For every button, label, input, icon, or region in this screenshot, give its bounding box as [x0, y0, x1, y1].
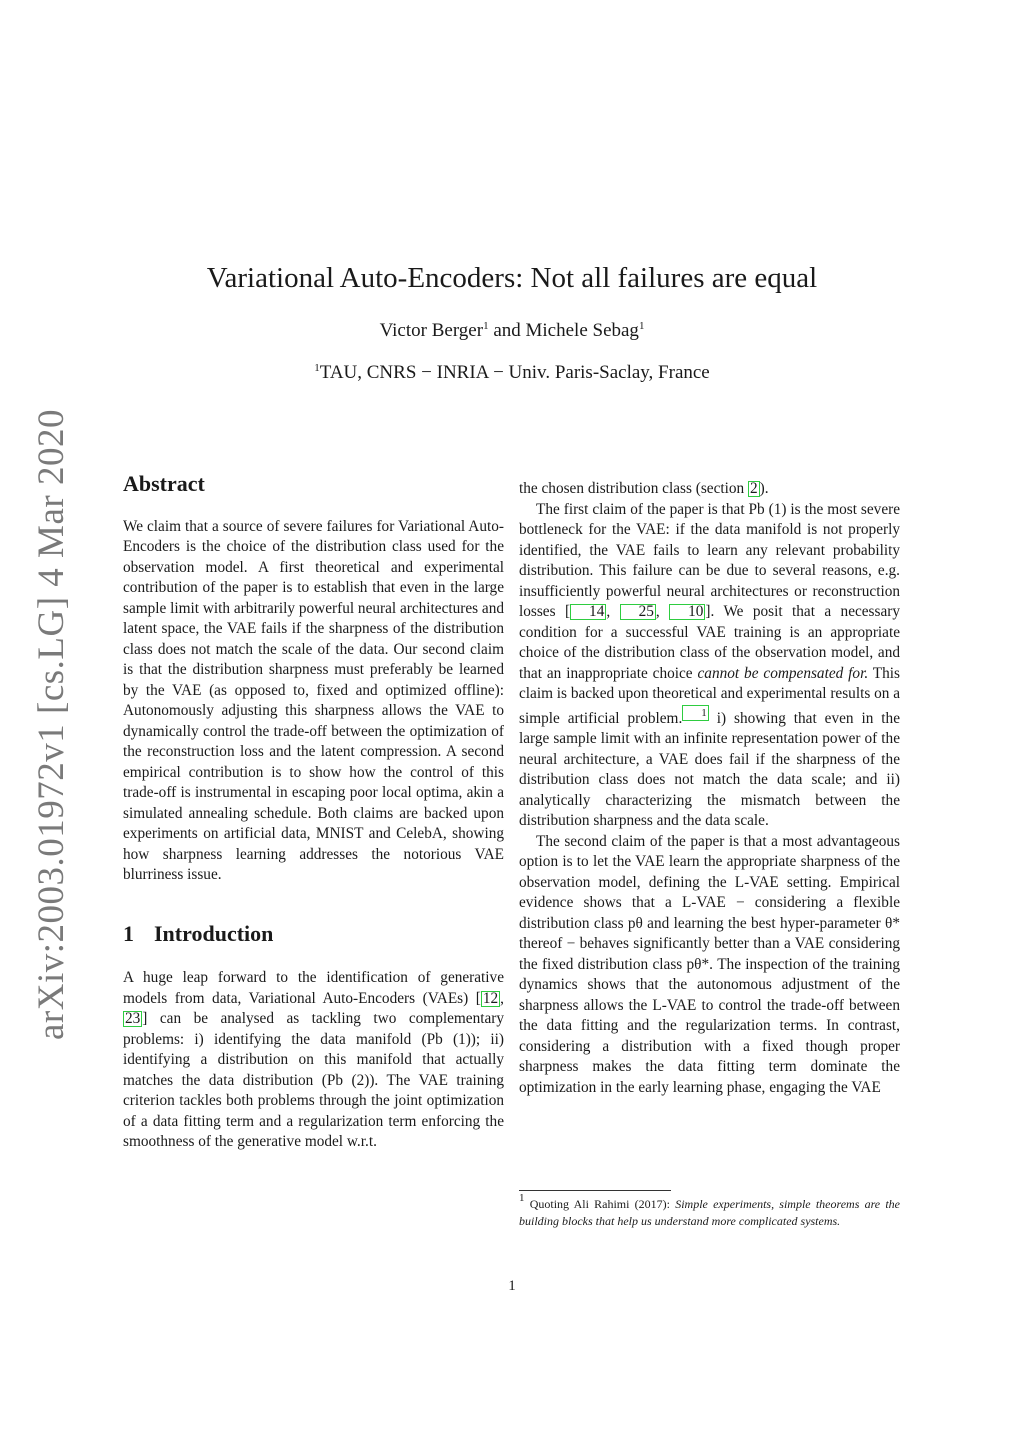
footnote [519, 1192, 900, 1229]
section-number: 1 [123, 920, 134, 946]
paragraph-text: The first claim of the paper is that Pb (1) is the most severe bottleneck for the VAE: if the data manifold is not properly identified, the VAE fails to learn any relevant probability distribution. This failure can be due to several reasons, e.g. insufficiently powerful neural architectures or reconstruction losses [ [519, 500, 900, 620]
author-conjunction: and [488, 320, 526, 341]
affiliation-mark: 1 [314, 362, 320, 374]
section-heading-introduction [123, 920, 504, 946]
continued-paragraph [519, 479, 900, 500]
page-number: 1 [508, 1278, 516, 1294]
citation-link[interactable]: 14 [570, 604, 606, 620]
footnote-quote: Simple experiments, simple theorems are the building blocks that help us understand more complicated systems. [519, 1197, 900, 1228]
paragraph-text: , [500, 989, 504, 1007]
arxiv-identifier: arXiv:2003.01972v1 [cs.LG] 4 Mar 2020 [31, 409, 72, 1040]
paper-title: Variational Auto-Encoders: Not all failures are equal [206, 262, 818, 294]
right-column [519, 479, 900, 1098]
author-line [0, 320, 1024, 342]
section-title: Introduction [154, 920, 274, 946]
paragraph-text: i) showing that even in the large sample limit with an infinite representation power of the neural architecture, a VAE does fail if the sharpness of the distribution class does not match the data scale; and ii) analytically characterizing the mismatch between the distribution sharpness and the data scale. [519, 709, 900, 829]
second-claim-paragraph: The second claim of the paper is that a most advantageous option is to let the VAE learn the appropriate sharpness of the observation model, defining the L-VAE setting. Empirical evidence shows that a L-VAE − considering a flexible distribution class pθ and learning the best hyper-parameter θ* thereof − behaves significantly better than a VAE considering the fixed distribution class pθ*. The inspection of the training dynamics shows that the autonomous adjustment of the sharpness allows the L-VAE to control the trade-off between the data fitting and the regularization terms. In contrast, considering a distribution with a fixed though proper sharpness makes the data fitting term dominate the optimization in the early learning phase, engaging the VAE [519, 832, 900, 1096]
affiliation-line [0, 362, 1024, 384]
paragraph-text: This claim is backed upon theoretical and experimental results on a simple artificial problem. [519, 664, 901, 727]
author-name: Victor Berger [379, 320, 484, 341]
section-link[interactable]: 2 [749, 480, 758, 497]
citation-link[interactable]: 10 [669, 604, 705, 620]
author-affil-mark: 1 [638, 320, 645, 332]
first-claim-paragraph: The first claim of the paper is that Pb (1) is the most severe bottleneck for the VAE: if the data manifold is not properly identified, the VAE fails to learn any relevant probability distribution. This failure can be due to several reasons, e.g. insufficiently powerful neural architectures or reconstruction losses [ 14 , 25 , 10 ]. We posit that a necessary condition for a successful VAE training is an appropriate choice of the distribution class of the observation model, and that an inappropriate choice cannot be compensated for. This claim is backed upon theoretical and experimental results on a simple artificial problem. $^1$ i) showing that even in the large sample limit with an infinite representation power of the neural architecture, a VAE does fail if the sharpness of the distribution class does not match the data scale; and ii) analytically characterizing the mismatch between the distribution sharpness and the data scale. [519, 500, 901, 829]
citation-link[interactable]: 23 [125, 1010, 141, 1027]
introduction-paragraph [123, 968, 504, 1153]
footnote-mark: 1 [519, 1192, 525, 1204]
paragraph-text: A huge leap forward to the identification of generative models from data, Variational Auto-Encoders (VAEs) [ [123, 969, 504, 1007]
footnote-text: Quoting Ali Rahimi (2017): [524, 1197, 676, 1211]
citation-link[interactable]: 12 [482, 989, 499, 1007]
emphasis-text: cannot be compensated for. [697, 664, 869, 682]
abstract-body: We claim that a source of severe failures for Variational Auto-Encoders is the choice of the distribution class used for the observation model. A first theoretical and experimental contribution of the paper is to establish that even in the large sample limit with arbitrarily powerful neural architectures and latent space, the VAE fails if the sharpness of the distribution class does not match the scale of the data. Our second claim is that the distribution sharpness must preferably be learned by the VAE (as opposed to, fixed and optimized offline): Autonomously adjusting this sharpness allows the VAE to dynamically control the trade-off between the optimization of the reconstruction loss and the latent compression. A second empirical contribution is to show how the control of this trade-off is instrumental in escaping poor local optima, akin a simulated annealing schedule. Both claims are backed upon experiments on artificial data, MNIST and CelebA, showing how sharpness learning addresses the notorious VAE blurriness issue. [123, 517, 505, 883]
left-column [123, 471, 505, 1153]
author-affil-mark: 1 [483, 320, 489, 332]
citation-link[interactable]: 25 [620, 604, 656, 620]
author-name: Michele Sebag [525, 320, 639, 341]
footnote-divider [519, 1190, 671, 1191]
affiliation-text: TAU, CNRS − INRIA − Univ. Paris-Saclay, France [319, 362, 710, 383]
paragraph-text: the chosen distribution class (section [519, 480, 748, 497]
footnote-link[interactable]: 1 [682, 705, 709, 721]
abstract-heading: Abstract [123, 471, 205, 496]
paragraph-text: ). [759, 480, 769, 497]
paragraph-text: ]. We posit that a necessary condition for a successful VAE training is an appropriate choice of the distribution class of the observation model, and that an inappropriate choice [519, 603, 900, 682]
paragraph-text: ] can be analysed as tackling two complementary problems: i) identifying the data manifold (Pb (1)); ii) identifying a distribution on this manifold that actually matches the data distribution (Pb (2)). The VAE training criterion tackles both problems through the joint optimization of a data fitting term and a regularization term enforcing the smoothness of the generative model w.r.t. [123, 1010, 504, 1150]
